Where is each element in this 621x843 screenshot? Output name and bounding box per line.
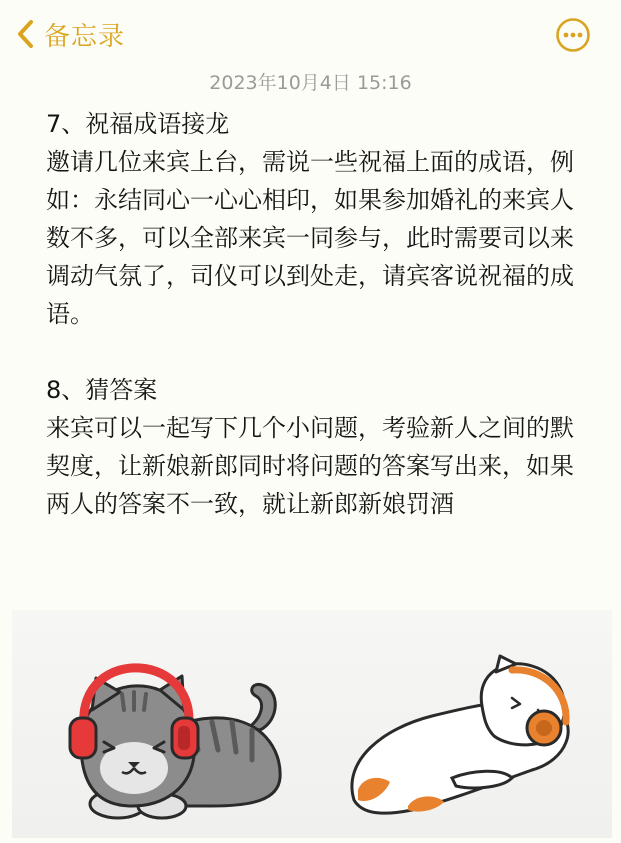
ellipsis-circle-icon <box>555 17 591 53</box>
chevron-left-icon <box>16 19 36 49</box>
section-title: 7、祝福成语接龙 <box>46 110 230 138</box>
section-title: 8、猜答案 <box>46 376 158 404</box>
back-button-label: 备忘录 <box>44 21 126 52</box>
section-paragraph: 来宾可以一起写下几个小问题，考验新人之间的默契度，让新娘新郎同时将问题的答案写出来，如果两人的答案不一致，就让新郎新娘罚酒 <box>46 414 574 518</box>
section-paragraph: 邀请几位来宾上台，需说一些祝福上面的成语，例如：永结同心一心心相印，如果参加婚礼的来宾人数不多，可以全部来宾一同参与，此时需要司以来调动气氛了，司仪可以到处走，请宾客说祝福的成语。 <box>46 148 574 328</box>
note-timestamp: 2023年10月4日 15:16 <box>209 72 412 94</box>
navigation-bar <box>0 0 621 70</box>
blank-line <box>46 333 586 371</box>
cats-sticker-image <box>12 610 612 838</box>
back-button[interactable] <box>16 14 125 54</box>
more-options-button[interactable] <box>555 17 591 53</box>
white-cat-illustration <box>352 656 568 813</box>
note-body[interactable] <box>46 105 586 523</box>
grey-cat-illustration <box>70 668 280 818</box>
